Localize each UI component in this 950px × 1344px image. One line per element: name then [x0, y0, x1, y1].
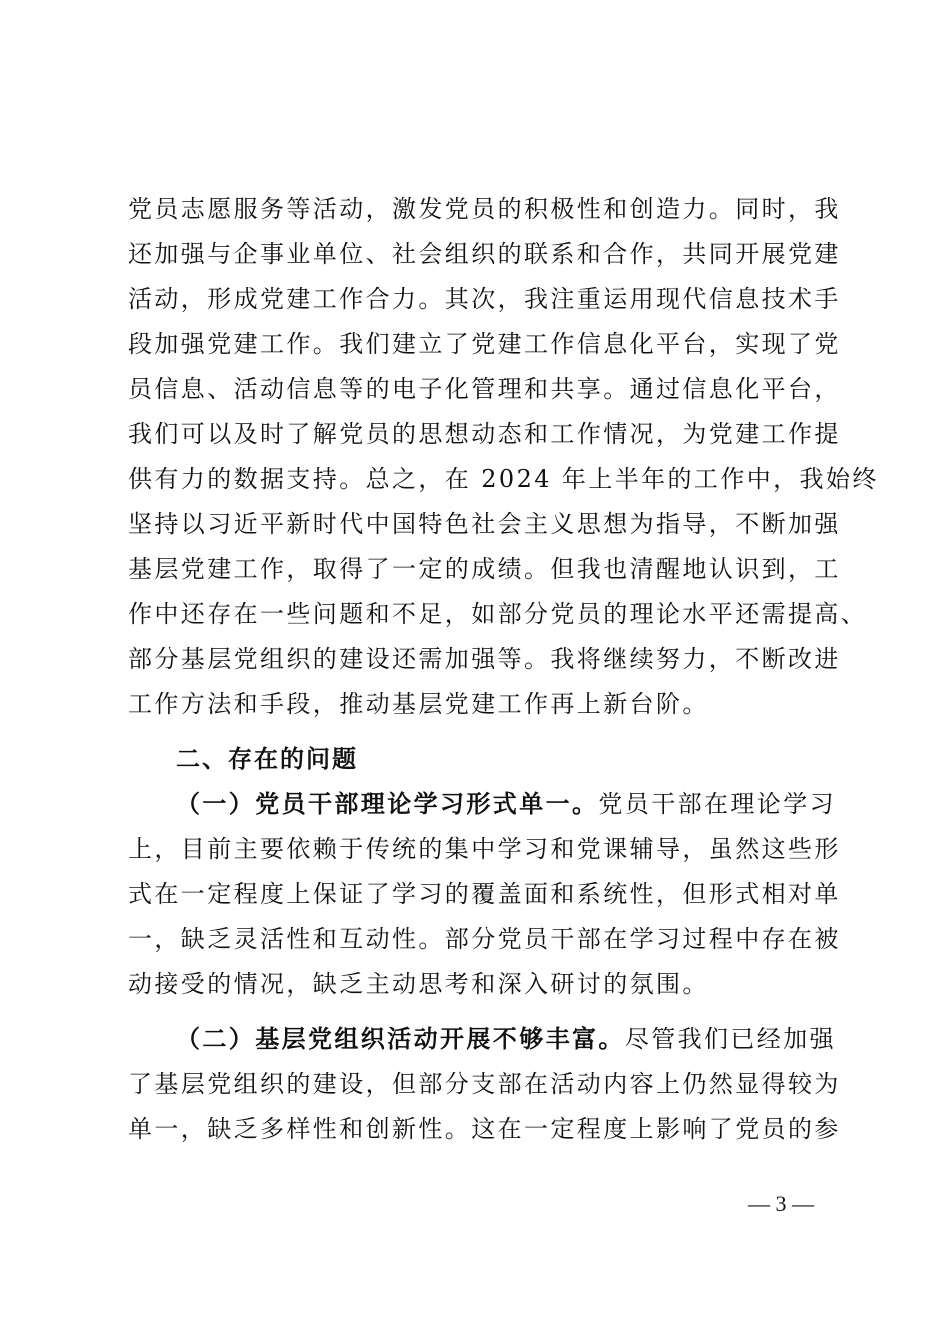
problem-1-first-line: [176, 783, 837, 825]
body-text-line: 一，缺乏灵活性和互动性。部分党员干部在学习过程中存在被: [128, 925, 841, 953]
problem-1-text: 党员干部在理论学习: [598, 790, 837, 818]
body-text-line: 上，目前主要依赖于传统的集中学习和党课辅导，虽然这些形: [128, 835, 841, 863]
body-text-line: 坚持以习近平新时代中国特色社会主义思想为指导，不断加强: [128, 510, 841, 538]
problem-2-lead: （二）基层党组织活动开展不够丰富。: [176, 1024, 625, 1053]
body-text-line: 作中还存在一些问题和不足，如部分党员的理论水平还需提高、: [128, 600, 868, 628]
body-text-line: 式在一定程度上保证了学习的覆盖面和系统性，但形式相对单: [128, 880, 841, 908]
body-text-line: 工作方法和手段，推动基层党建工作再上新台阶。: [128, 690, 709, 718]
body-text-line: 单一，缺乏多样性和创新性。这在一定程度上影响了党员的参: [128, 1115, 841, 1143]
body-text-line: 了基层党组织的建设，但部分支部在活动内容上仍然显得较为: [128, 1070, 841, 1098]
body-text-line: 动接受的情况，缺乏主动思考和深入研讨的氛围。: [128, 970, 709, 998]
body-text-line: 党员志愿服务等活动，激发党员的积极性和创造力。同时，我: [128, 195, 841, 223]
body-text-line: 供有力的数据支持。总之，在 2024 年上半年的工作中，我始终: [128, 465, 879, 493]
body-text-line: 活动，形成党建工作合力。其次，我注重运用现代信息技术手: [128, 285, 841, 313]
body-text-line: 还加强与企事业单位、社会组织的联系和合作，共同开展党建: [128, 240, 841, 268]
page-number: — 3 —: [748, 1191, 814, 1216]
problem-2-first-line: [176, 1018, 837, 1060]
body-text-line: 部分基层党组织的建设还需加强等。我将继续努力，不断改进: [128, 645, 841, 673]
body-text-line: 员信息、活动信息等的电子化管理和共享。通过信息化平台，: [128, 375, 841, 403]
problem-2-text: 尽管我们已经加强: [624, 1025, 837, 1053]
problem-1-lead: （一）党员干部理论学习形式单一。: [176, 789, 599, 818]
body-text-line: 基层党建工作，取得了一定的成绩。但我也清醒地认识到，工: [128, 555, 841, 583]
body-text-line: 段加强党建工作。我们建立了党建工作信息化平台，实现了党: [128, 330, 841, 358]
body-text-line: 我们可以及时了解党员的思想动态和工作情况，为党建工作提: [128, 420, 841, 448]
section-heading: 二、存在的问题: [176, 745, 358, 773]
